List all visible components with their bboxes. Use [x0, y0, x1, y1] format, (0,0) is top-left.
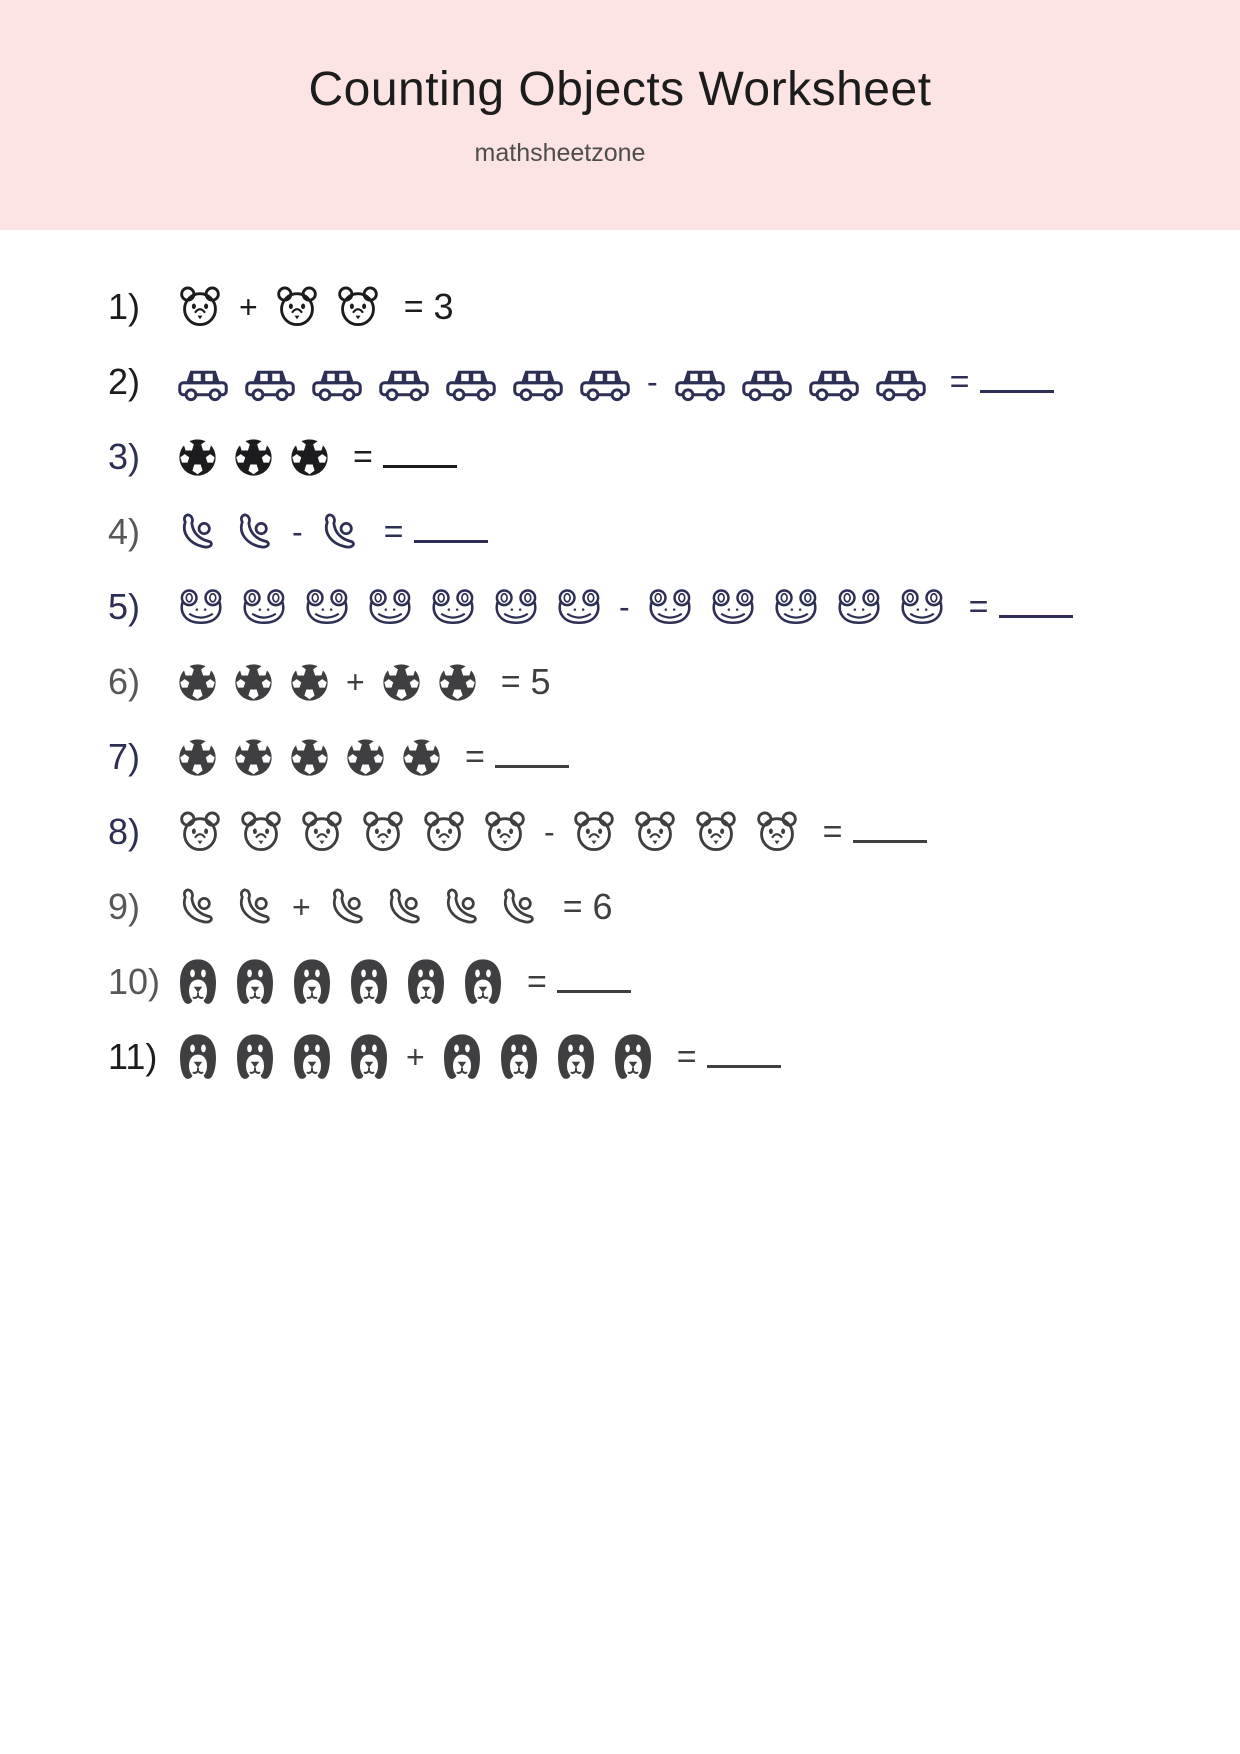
icon-group [318, 509, 362, 555]
operator-sign: + [239, 289, 258, 325]
bear-icon [176, 284, 224, 330]
car-icon [740, 361, 794, 403]
car-icon [243, 361, 297, 403]
problem-number: 2) [108, 361, 141, 402]
frog-icon [897, 587, 947, 628]
worksheet-header [0, 0, 1240, 230]
banana-icon [233, 509, 277, 555]
icon-group [176, 284, 224, 330]
soccer-icon [288, 661, 331, 704]
icon-group [380, 661, 479, 704]
problem-row [108, 507, 1210, 557]
bear-icon [631, 809, 679, 855]
dog-icon [440, 1032, 484, 1082]
car-icon [176, 361, 230, 403]
soccer-icon [380, 661, 423, 704]
icon-group [645, 587, 947, 628]
dog-icon [497, 1032, 541, 1082]
car-icon [673, 361, 727, 403]
problem-row [108, 732, 1210, 782]
dog-icon [611, 1032, 655, 1082]
frog-icon [239, 587, 289, 628]
frog-icon [365, 587, 415, 628]
soccer-icon [436, 661, 479, 704]
banana-icon [233, 884, 277, 930]
problem-number: 11) [108, 1036, 158, 1077]
dog-icon [176, 957, 220, 1007]
equals-sign: = [562, 888, 583, 926]
car-icon [578, 361, 632, 403]
icon-group [176, 509, 277, 555]
problem-number: 5) [108, 586, 141, 627]
problem-row [108, 582, 1210, 632]
frog-icon [428, 587, 478, 628]
worksheet-subtitle: mathsheetzone [474, 139, 646, 167]
operator-sign: - [647, 364, 658, 400]
problem-number: 3) [108, 436, 141, 477]
problem-number: 8) [108, 811, 141, 852]
car-icon [310, 361, 364, 403]
problem-row [108, 432, 1210, 482]
banana-icon [176, 509, 220, 555]
dog-icon [233, 1032, 277, 1082]
soccer-icon [176, 736, 219, 779]
bear-icon [176, 809, 224, 855]
frog-icon [176, 587, 226, 628]
banana-icon [440, 884, 484, 930]
answer-blank-line [707, 1041, 781, 1068]
bear-icon [420, 809, 468, 855]
dog-icon [290, 1032, 334, 1082]
operator-sign: - [292, 514, 303, 550]
frog-icon [771, 587, 821, 628]
equals-sign: = [403, 288, 424, 326]
frog-icon [645, 587, 695, 628]
problem-number: 10) [108, 961, 161, 1002]
dog-icon [404, 957, 448, 1007]
answer-value: 6 [592, 886, 613, 927]
frog-icon [302, 587, 352, 628]
banana-icon [383, 884, 427, 930]
equals-sign: = [949, 363, 970, 401]
soccer-icon [232, 661, 275, 704]
dog-icon [461, 957, 505, 1007]
soccer-icon [400, 736, 443, 779]
problem-number: 9) [108, 886, 141, 927]
dog-icon [554, 1032, 598, 1082]
dog-icon [176, 1032, 220, 1082]
equals-sign: = [500, 663, 521, 701]
soccer-icon [344, 736, 387, 779]
banana-icon [326, 884, 370, 930]
icon-group [176, 809, 529, 855]
soccer-icon [176, 661, 219, 704]
soccer-icon [232, 736, 275, 779]
icon-group [176, 736, 443, 779]
bear-icon [570, 809, 618, 855]
soccer-icon [232, 436, 275, 479]
answer-blank-line [414, 516, 488, 543]
banana-icon [497, 884, 541, 930]
icon-group [273, 284, 382, 330]
problem-row [108, 882, 1210, 932]
answer-blank-line [853, 816, 927, 843]
soccer-icon [176, 436, 219, 479]
icon-group [176, 1032, 391, 1082]
bear-icon [481, 809, 529, 855]
banana-icon [318, 509, 362, 555]
car-icon [377, 361, 431, 403]
answer-blank-line [557, 966, 631, 993]
bear-icon [298, 809, 346, 855]
equals-sign: = [465, 738, 485, 776]
answer-blank-line [383, 441, 457, 468]
frog-icon [708, 587, 758, 628]
soccer-icon [288, 736, 331, 779]
icon-group [673, 361, 928, 403]
problems-list [0, 230, 1240, 1082]
icon-group [176, 587, 604, 628]
banana-icon [176, 884, 220, 930]
icon-group [176, 436, 331, 479]
problem-number: 4) [108, 511, 141, 552]
operator-sign: - [544, 814, 555, 850]
dog-icon [290, 957, 334, 1007]
problem-number: 1) [108, 286, 141, 327]
operator-sign: - [619, 589, 630, 625]
answer-value: 5 [530, 661, 551, 702]
operator-sign: + [346, 664, 365, 700]
equals-sign: = [968, 588, 989, 626]
problem-row [108, 657, 1210, 707]
problem-row [108, 807, 1210, 857]
equals-sign: = [353, 438, 373, 476]
car-icon [511, 361, 565, 403]
bear-icon [237, 809, 285, 855]
equals-sign: = [383, 513, 404, 551]
bear-icon [273, 284, 321, 330]
problem-row [108, 1032, 1210, 1082]
bear-icon [359, 809, 407, 855]
icon-group [440, 1032, 655, 1082]
icon-group [570, 809, 801, 855]
equals-sign: = [676, 1038, 697, 1076]
icon-group [176, 361, 632, 403]
answer-blank-line [495, 741, 569, 768]
icon-group [326, 884, 541, 930]
frog-icon [554, 587, 604, 628]
problem-row [108, 357, 1210, 407]
icon-group [176, 957, 505, 1007]
answer-blank-line [980, 366, 1054, 393]
problem-row [108, 282, 1210, 332]
soccer-icon [288, 436, 331, 479]
equals-sign: = [527, 963, 547, 1001]
dog-icon [233, 957, 277, 1007]
bear-icon [753, 809, 801, 855]
equals-sign: = [822, 813, 843, 851]
problem-row [108, 957, 1210, 1007]
car-icon [874, 361, 928, 403]
icon-group [176, 884, 277, 930]
icon-group [176, 661, 331, 704]
operator-sign: + [292, 889, 311, 925]
bear-icon [334, 284, 382, 330]
answer-blank-line [999, 591, 1073, 618]
problem-number: 7) [108, 736, 141, 777]
page-title: Counting Objects Worksheet [308, 63, 932, 116]
dog-icon [347, 1032, 391, 1082]
answer-value: 3 [433, 286, 454, 327]
car-icon [807, 361, 861, 403]
frog-icon [491, 587, 541, 628]
problem-number: 6) [108, 661, 141, 702]
car-icon [444, 361, 498, 403]
operator-sign: + [406, 1039, 425, 1075]
bear-icon [692, 809, 740, 855]
dog-icon [347, 957, 391, 1007]
frog-icon [834, 587, 884, 628]
